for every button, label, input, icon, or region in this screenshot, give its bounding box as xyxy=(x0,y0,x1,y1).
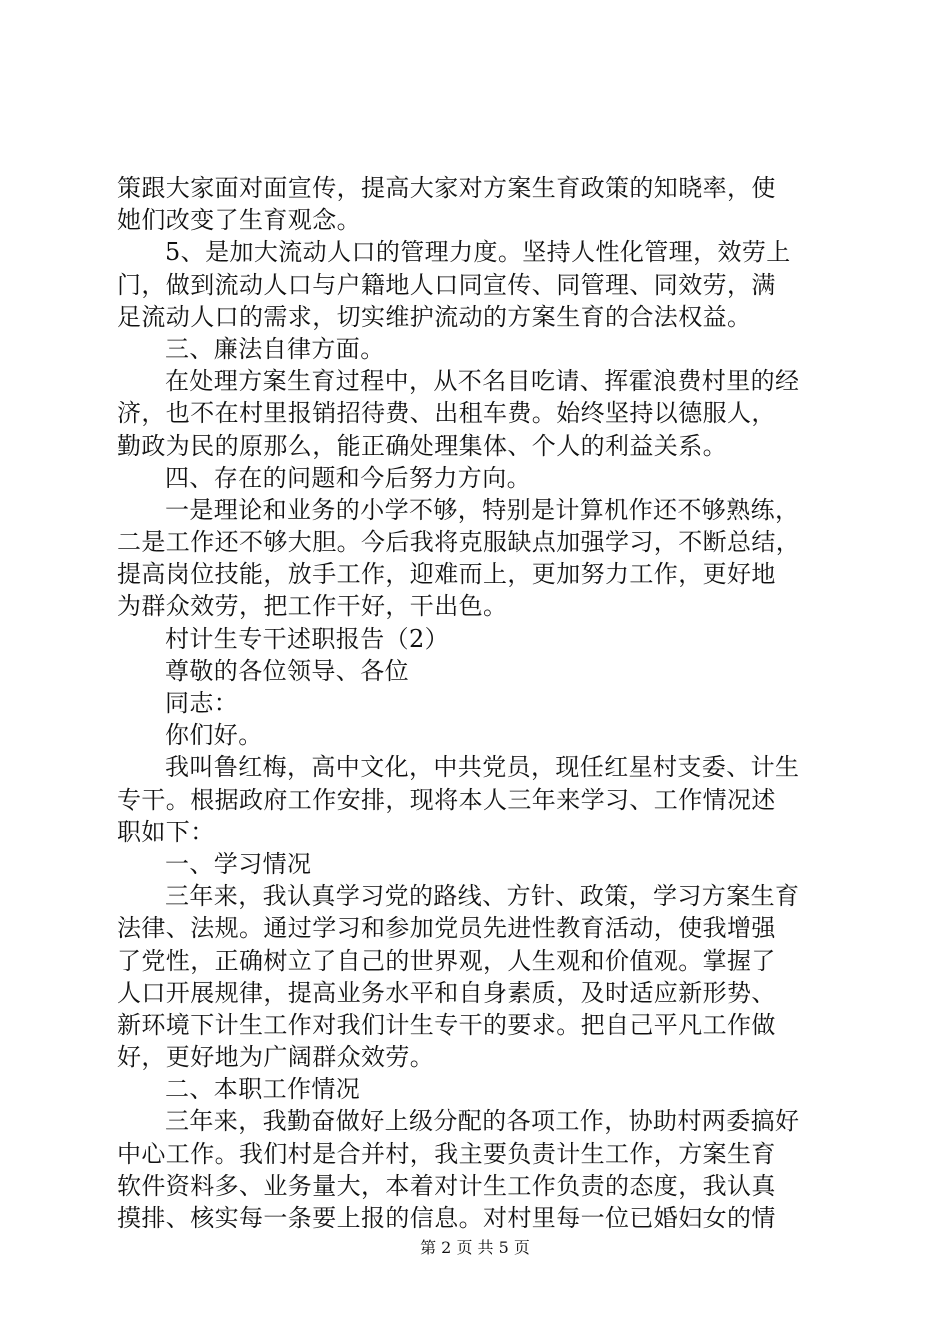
text-line: 一、学习情况 xyxy=(165,849,312,878)
text-line: 门，做到流动人口与户籍地人口同宣传、同管理、同效劳，满 xyxy=(117,270,776,299)
text-line: 二是工作还不够大胆。今后我将克服缺点加强学习，不断总结， xyxy=(117,528,801,557)
text-line: 5、是加大流动人口的管理力度。坚持人性化管理，效劳上 xyxy=(165,238,791,267)
text-line: 中心工作。我们村是合并村，我主要负责计生工作，方案生育 xyxy=(117,1139,776,1168)
text-line: 村计生专干述职报告（2） xyxy=(165,624,450,653)
text-line: 职如下： xyxy=(117,817,215,846)
text-line: 软件资料多、业务量大，本着对计生工作负责的态度，我认真 xyxy=(117,1171,776,1200)
text-line: 勤政为民的原那么，能正确处理集体、个人的利益关系。 xyxy=(117,431,727,460)
text-line: 新环境下计生工作对我们计生专干的要求。把自己平凡工作做 xyxy=(117,1010,776,1039)
text-line: 你们好。 xyxy=(165,721,263,750)
page-footer: 第 2 页 共 5 页 xyxy=(420,1238,530,1257)
text-line: 她们改变了生育观念。 xyxy=(117,206,361,235)
text-line: 二、本职工作情况 xyxy=(165,1075,361,1104)
text-line: 三年来，我勤奋做好上级分配的各项工作，协助村两委搞好 xyxy=(165,1107,800,1136)
text-line: 了党性，正确树立了自己的世界观，人生观和价值观。掌握了 xyxy=(117,946,776,975)
text-line: 摸排、核实每一条要上报的信息。对村里每一位已婚妇女的情 xyxy=(117,1204,776,1232)
text-line: 好，更好地为广阔群众效劳。 xyxy=(117,1043,435,1072)
text-line: 一是理论和业务的小学不够，特别是计算机作还不够熟练， xyxy=(165,495,800,524)
text-line: 同志： xyxy=(165,689,239,717)
text-line: 为群众效劳，把工作干好，干出色。 xyxy=(117,592,508,621)
text-line: 专干。根据政府工作安排，现将本人三年来学习、工作情况述 xyxy=(117,785,776,814)
text-line: 我叫鲁红梅，高中文化，中共党员，现任红星村支委、计生 xyxy=(165,753,800,782)
text-line: 提高岗位技能，放手工作，迎难而上，更加努力工作，更好地 xyxy=(117,560,776,589)
text-line: 足流动人口的需求，切实维护流动的方案生育的合法权益。 xyxy=(117,302,752,331)
text-line: 法律、法规。通过学习和参加党员先进性教育活动，使我增强 xyxy=(117,914,776,943)
text-line: 人口开展规律，提高业务水平和自身素质，及时适应新形势、 xyxy=(117,978,776,1007)
text-line: 尊敬的各位领导、各位 xyxy=(165,656,409,685)
text-line: 在处理方案生育过程中，从不名目吃请、挥霍浪费村里的经 xyxy=(165,367,800,396)
document-body xyxy=(117,172,837,1234)
text-line: 三、廉法自律方面。 xyxy=(165,334,385,363)
text-line: 四、存在的问题和今后努力方向。 xyxy=(165,463,531,492)
text-line: 济，也不在村里报销招待费、出租车费。始终坚持以德服人， xyxy=(117,399,776,428)
text-line: 策跟大家面对面宣传，提高大家对方案生育政策的知晓率，使 xyxy=(117,174,776,202)
text-line: 三年来，我认真学习党的路线、方针、政策，学习方案生育 xyxy=(165,882,800,911)
